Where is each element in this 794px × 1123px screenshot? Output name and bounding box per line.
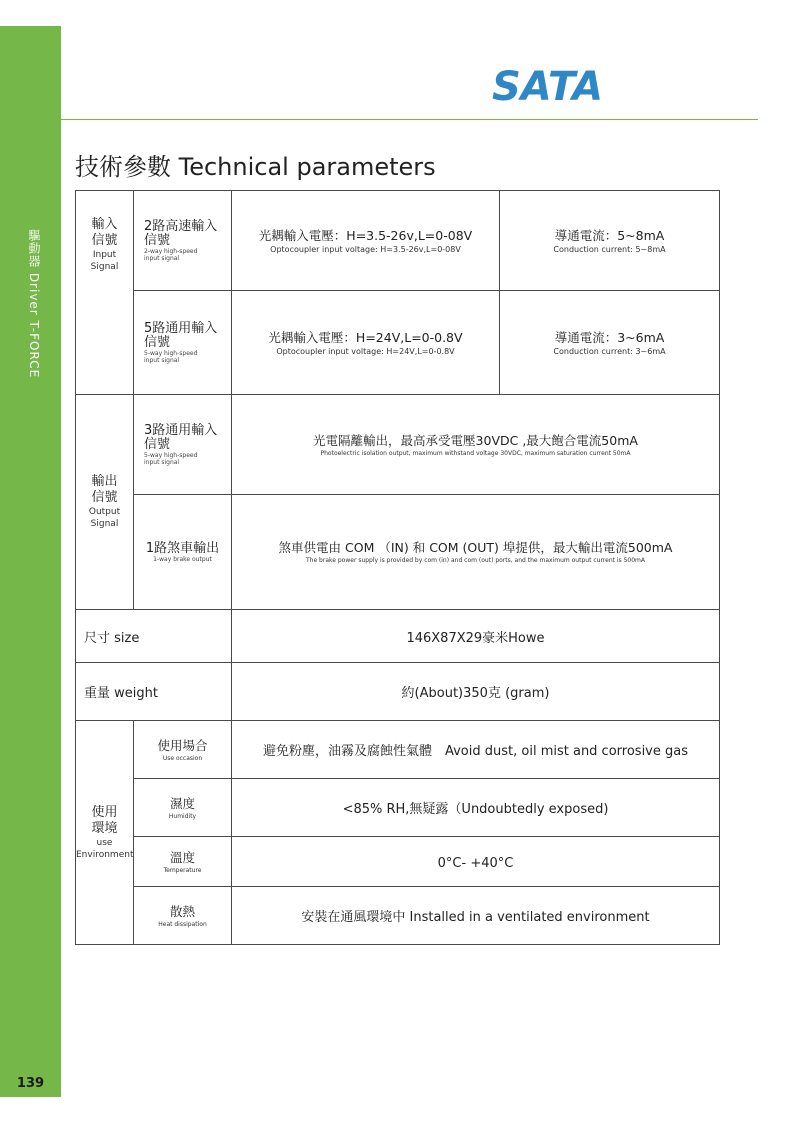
input-channel-cell <box>134 291 232 395</box>
environment-value: <85% RH,無疑露（Undoubtedly exposed) <box>342 802 609 817</box>
environment-value-cell <box>232 721 720 779</box>
category-label-en: Signal <box>90 519 119 529</box>
table-row <box>76 291 720 395</box>
category-label-zh: 使用 <box>91 804 118 820</box>
output-signal-category <box>76 395 134 610</box>
category-label-en: Output <box>88 507 121 517</box>
table-row <box>76 887 720 945</box>
environment-value-cell <box>232 887 720 945</box>
sata-logo-graphic <box>492 62 606 104</box>
table-row <box>76 721 720 779</box>
table-row <box>76 837 720 887</box>
environment-value: 避免粉塵，油霧及腐蝕性氣體 Avoid dust, oil mist and corrosive gas <box>262 744 688 759</box>
header-divider <box>61 119 758 120</box>
category-label-en: use <box>96 837 113 848</box>
table-row <box>76 191 720 291</box>
voltage-zh: 光耦輸入電壓：H=24V,L=0-0.8V <box>268 329 463 345</box>
table-row <box>76 495 720 610</box>
environment-value: 安裝在通風環境中 Installed in a ventilated environment <box>301 910 650 925</box>
sidebar-section-label: 驅動器 Driver T-FORCE <box>27 229 41 379</box>
channel-name-zh: 信號 <box>144 232 171 248</box>
environment-item-en: Heat dissipation <box>158 920 207 928</box>
environment-item-cell <box>134 779 232 837</box>
current-zh: 導通電流：3~6mA <box>554 329 665 345</box>
sata-logo <box>492 62 606 108</box>
category-label-en: Input <box>92 250 117 260</box>
environment-item-cell <box>134 887 232 945</box>
category-label-zh: 輸出 <box>91 474 118 489</box>
channel-name-en: 5-way high-speed <box>144 451 198 459</box>
output-value-cell <box>232 395 720 495</box>
current-en: Conduction current: 3~6mA <box>553 346 666 356</box>
environment-item-cell <box>134 721 232 779</box>
channel-name-zh: 2路高速輸入 <box>144 218 218 234</box>
input-current-cell <box>500 291 720 395</box>
channel-name-en: input signal <box>144 356 180 364</box>
environment-item-zh: 溫度 <box>169 849 195 865</box>
output-channel-cell <box>134 395 232 495</box>
category-label-zh: 信號 <box>91 233 118 248</box>
table-row <box>76 663 720 721</box>
environment-item-en: Humidity <box>168 812 197 820</box>
output-channel-cell <box>134 495 232 610</box>
environment-category <box>76 721 134 945</box>
weight-label: 重量 weight <box>84 686 158 701</box>
input-current-cell <box>500 191 720 291</box>
category-label-en: Environment <box>76 849 134 860</box>
channel-name-zh: 信號 <box>144 334 171 350</box>
page-title: 技術參數 Technical parameters <box>75 153 436 181</box>
output-value-zh: 光電隔離輸出，最高承受電壓30VDC ,最大飽合電流50mA <box>313 432 638 448</box>
channel-name-en: 1-way brake output <box>153 555 212 563</box>
category-label-zh: 輸入 <box>91 217 118 232</box>
category-label-en: Signal <box>90 262 119 272</box>
input-channel-cell <box>134 191 232 291</box>
current-en: Conduction current: 5~8mA <box>553 244 666 254</box>
voltage-en: Optocoupler input voltage: H=3.5-26v,L=0-08V <box>270 244 461 254</box>
category-label-zh: 信號 <box>91 490 118 505</box>
channel-name-en: input signal <box>144 254 180 262</box>
environment-item-en: Use occasion <box>162 754 203 762</box>
size-label-cell <box>76 610 232 663</box>
environment-item-zh: 使用場合 <box>157 737 208 753</box>
logo-text: SATA <box>492 64 604 104</box>
environment-item-cell <box>134 837 232 887</box>
table-row <box>76 779 720 837</box>
size-value: 146X87X29豪米Howe <box>406 630 545 646</box>
output-value-cell <box>232 495 720 610</box>
input-signal-category <box>76 191 134 395</box>
current-zh: 導通電流：5~8mA <box>554 227 665 243</box>
voltage-zh: 光耦輸入電壓：H=3.5-26v,L=0-08V <box>258 227 473 243</box>
weight-label-cell <box>76 663 232 721</box>
channel-name-en: input signal <box>144 458 180 466</box>
environment-value: 0°C- +40°C <box>437 856 514 871</box>
page-number: 139 <box>16 1076 45 1091</box>
size-value-cell <box>232 610 720 663</box>
category-label-zh: 環境 <box>91 820 118 836</box>
environment-item-zh: 散熱 <box>169 903 195 919</box>
channel-name-zh: 1路煞車輸出 <box>145 540 220 556</box>
sidebar-band <box>0 26 61 1097</box>
weight-value: 約(About)350克 (gram) <box>401 686 550 701</box>
output-value-zh: 煞車供電由 COM （IN) 和 COM (OUT) 埠提供，最大輸出電流500mA <box>278 540 673 555</box>
output-value-en: Photoelectric isolation output, maximum withstand voltage 30VDC, maximum saturation current 50mA <box>320 449 631 457</box>
input-voltage-cell <box>232 291 500 395</box>
environment-value-cell <box>232 837 720 887</box>
table-row <box>76 395 720 495</box>
table-row <box>76 610 720 663</box>
output-value-en: The brake power supply is provided by com (in) and com (out) ports, and the maximum output current is 500mA <box>305 557 645 564</box>
voltage-en: Optocoupler input voltage: H=24V,L=0-0.8V <box>276 346 455 356</box>
channel-name-zh: 3路通用輸入 <box>144 422 218 438</box>
environment-item-en: Temperature <box>163 866 202 874</box>
environment-value-cell <box>232 779 720 837</box>
input-voltage-cell <box>232 191 500 291</box>
channel-name-en: 2-way high-speed <box>144 247 198 255</box>
weight-value-cell <box>232 663 720 721</box>
channel-name-en: 5-way high-speed <box>144 349 198 357</box>
size-label: 尺寸 size <box>84 630 140 646</box>
channel-name-zh: 信號 <box>144 436 171 452</box>
channel-name-zh: 5路通用輸入 <box>144 320 218 336</box>
environment-item-zh: 濕度 <box>169 795 195 811</box>
spec-table <box>75 190 720 945</box>
